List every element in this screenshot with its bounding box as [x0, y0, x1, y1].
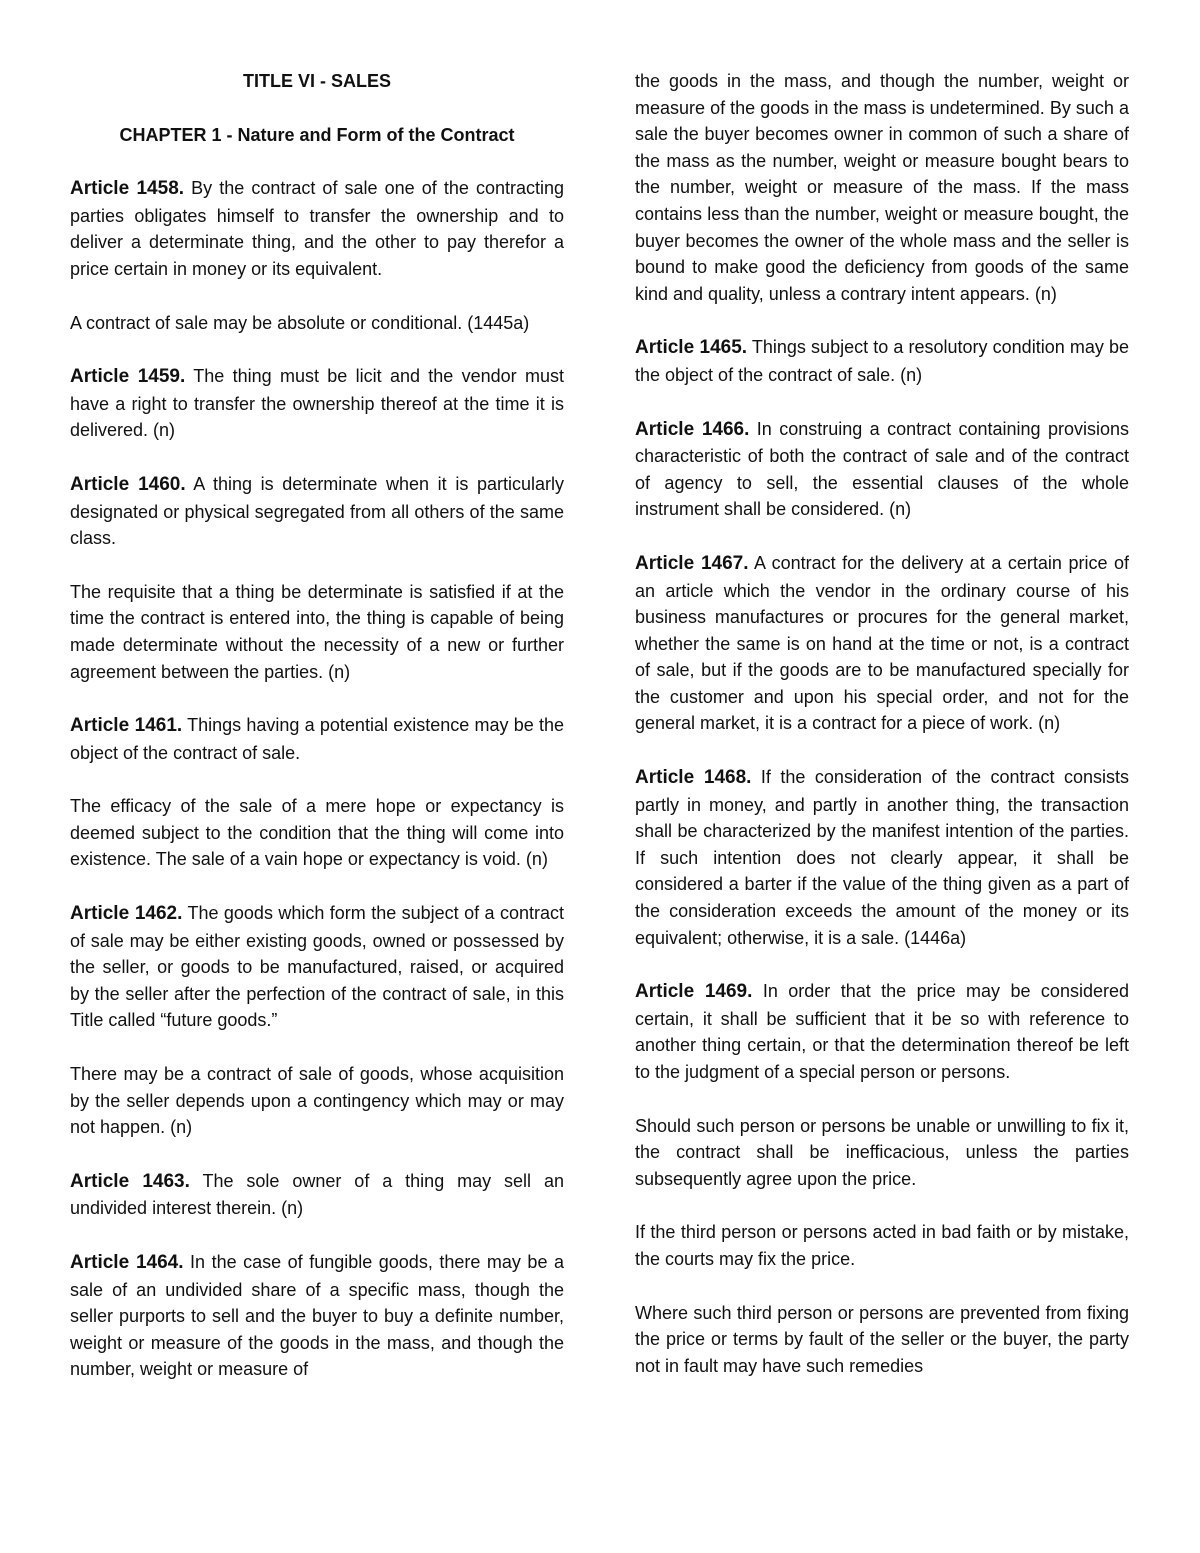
paragraph-text: The goods which form the subject of a contract of sale may be either existing goods, owned or possessed by the seller, or goods to be manufactured, raised, or acquired by the seller after the perfection of the contract of sale, in this Title called “future goods.”	[70, 903, 564, 1031]
article-label: Article 1467.	[635, 552, 749, 574]
paragraph	[70, 793, 564, 873]
paragraph-text: By the contract of sale one of the contracting parties obligates himself to transfer the ownership and to deliver a determinate thing, and the other to pay therefor a price certain in money or its equivalent.	[70, 178, 564, 279]
paragraph	[70, 900, 564, 1034]
paragraph-text: In the case of fungible goods, there may be a sale of an undivided share of a specific mass, though the seller purports to sell and the buyer to buy a definite number, weight or measure of the goods in the mass, and though the number, weight or measure of	[70, 1252, 564, 1380]
paragraph-text: A contract for the delivery at a certain price of an article which the vendor in the ordinary course of his business manufactures or procures for the general market, whether the same is on hand at the time or not, is a contract of sale, but if the goods are to be manufactured specially for the customer and upon his special order, and not for the general market, it is a contract for a piece of work. (n)	[635, 552, 1129, 734]
paragraph-text: Should such person or persons be unable or unwilling to fix it, the contract shall be inefficacious, unless the parties subsequently agree upon the price.	[635, 1115, 1129, 1189]
article-label: Article 1462.	[70, 903, 183, 925]
paragraph-text: The sole owner of a thing may sell an undivided interest therein. (n)	[70, 1170, 564, 1219]
paragraph	[70, 310, 564, 337]
paragraph	[70, 1061, 564, 1141]
paragraph-text: The requisite that a thing be determinate is satisfied if at the time the contract is entered into, the thing is capable of being made determinate without the necessity of a new or further agreement between the parties. (n)	[70, 581, 564, 682]
paragraph	[70, 1168, 564, 1222]
paragraph	[70, 363, 564, 444]
paragraph-text: Things subject to a resolutory condition may be the object of the contract of sale. (n)	[635, 337, 1129, 385]
article-label: Article 1466.	[635, 418, 750, 440]
paragraph	[635, 978, 1129, 1085]
article-label: Article 1463.	[70, 1170, 190, 1192]
paragraph-text: There may be a contract of sale of goods, whose acquisition by the seller depends upon a contingency which may or may not happen. (n)	[70, 1064, 564, 1138]
article-label: Article 1458.	[70, 178, 185, 200]
paragraph	[635, 416, 1129, 523]
left-paragraphs	[70, 175, 564, 1383]
paragraph	[635, 1219, 1129, 1272]
paragraph-text: The thing must be licit and the vendor must have a right to transfer the ownership thereof at the time it is delivered. (n)	[70, 366, 564, 441]
paragraph-text: the goods in the mass, and though the number, weight or measure of the goods in the mass is undetermined. By such a sale the buyer becomes owner in common of such a share of the mass as the number, weight or measure bought bears to the number, weight or measure of the mass. If the mass contains less than the number, weight or measure bought, the buyer becomes the owner of the whole mass and the seller is bound to make good the deficiency from goods of the same kind and quality, unless a contrary intent appears. (n)	[635, 71, 1129, 304]
paragraph-text: Where such third person or persons are prevented from fixing the price or terms by fault of the seller or the buyer, the party not in fault may have such remedies	[635, 1302, 1129, 1376]
article-label: Article 1465.	[635, 337, 748, 359]
article-label: Article 1461.	[70, 715, 183, 737]
paragraph	[635, 68, 1129, 307]
right-column	[635, 68, 1129, 1406]
paragraph-text: In construing a contract containing provisions characteristic of both the contract of sale and of the contract of agency to sell, the essential clauses of the whole instrument shall be considered. (n)	[635, 418, 1130, 520]
chapter-heading: CHAPTER 1 - Nature and Form of the Contract	[119, 124, 515, 145]
right-paragraphs	[635, 68, 1129, 1379]
paragraph	[70, 471, 564, 552]
paragraph	[70, 1249, 564, 1383]
article-label: Article 1464.	[70, 1252, 184, 1273]
paragraph-text: Things having a potential existence may be the object of the contract of sale.	[70, 715, 564, 763]
article-label: Article 1460.	[70, 473, 186, 495]
paragraph	[70, 712, 564, 766]
paragraph-text: If the third person or persons acted in bad faith or by mistake, the courts may fix the price.	[635, 1222, 1129, 1269]
paragraph-text: If the consideration of the contract consists partly in money, and partly in another thing, the transaction shall be characterized by the manifest intention of the parties. If such intention does not clearly appear, it shall be considered a barter if the value of the thing given as a part of the consideration exceeds the amount of the money or its equivalent; otherwise, it is a sale. (1446a)	[635, 767, 1129, 948]
paragraph	[635, 1300, 1129, 1380]
paragraph-text: A contract of sale may be absolute or conditional. (1445a)	[70, 312, 530, 333]
article-label: Article 1468.	[635, 767, 752, 789]
paragraph	[635, 334, 1129, 388]
paragraph-text: A thing is determinate when it is particularly designated or physical segregated from all others of the same class.	[70, 473, 565, 549]
paragraph	[70, 579, 564, 685]
paragraph-text: The efficacy of the sale of a mere hope or expectancy is deemed subject to the condition that the thing will come into existence. The sale of a vain hope or expectancy is void. (n)	[70, 796, 564, 870]
paragraph	[635, 550, 1129, 737]
left-column	[70, 68, 564, 1410]
paragraph	[635, 1113, 1129, 1193]
paragraph	[70, 175, 564, 282]
article-label: Article 1459.	[70, 366, 186, 388]
title-heading: TITLE VI - SALES	[242, 71, 391, 91]
article-label: Article 1469.	[635, 981, 753, 1003]
paragraph-text: In order that the price may be considered certain, it shall be sufficient that it be so with reference to another thing certain, or that the determination thereof be left to the judgment of a special person or persons.	[635, 981, 1129, 1082]
paragraph	[635, 764, 1129, 951]
